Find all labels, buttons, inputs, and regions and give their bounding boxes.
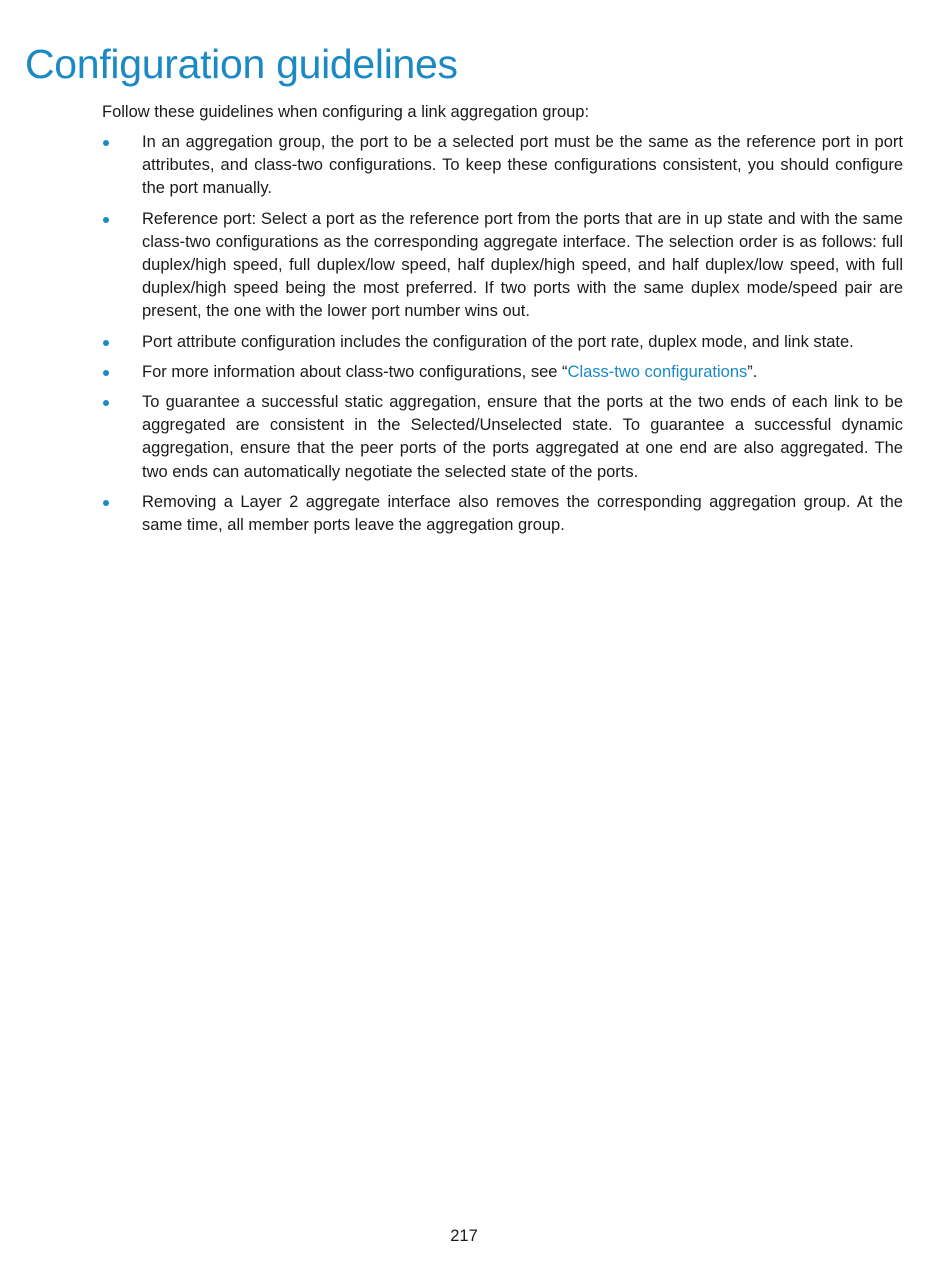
bullet-icon — [103, 500, 109, 506]
guideline-text-before-link: For more information about class-two configurations, see “ — [142, 362, 568, 381]
guideline-item-removing-interface — [102, 491, 903, 537]
guideline-text: In an aggregation group, the port to be a selected port must be the same as the reference port in port attributes, and class-two configurations. To keep these configurations consistent, you should configure the port manually. — [142, 133, 903, 198]
guideline-text: To guarantee a successful static aggregation, ensure that the ports at the two ends of each link to be aggregated are consistent in the Selected/Unselected state. To guarantee a successful dynamic aggregation, ensure that the peer ports of the ports aggregated at one end are also aggregated. The two ends can automatically negotiate the selected state of the ports. — [142, 393, 903, 481]
bullet-icon — [103, 370, 109, 376]
intro-text: Follow these guidelines when configuring a link aggregation group: — [102, 103, 590, 121]
bullet-icon — [103, 217, 109, 223]
guideline-text-after-link: ”. — [747, 362, 758, 381]
page-title: Configuration guidelines — [25, 41, 458, 87]
bullet-icon — [103, 140, 109, 146]
guideline-item-port-attribute — [102, 331, 903, 354]
guideline-text: Removing a Layer 2 aggregate interface also removes the corresponding aggregation group. At the same time, all member ports leave the aggregation group. — [142, 492, 903, 535]
guideline-list — [102, 131, 903, 544]
bullet-icon — [103, 340, 109, 346]
guideline-text: Reference port: Select a port as the reference port from the ports that are in up state and with the same class-two configurations as the corresponding aggregate interface. The selection order is as follows: full duplex/high speed, full duplex/low speed, half duplex/high speed, and half duplex/low speed, with full duplex/high speed being the most preferred. If two ports with the same duplex mode/speed pair are present, the one with the lower port number wins out. — [142, 209, 903, 321]
bullet-icon — [103, 400, 109, 406]
guideline-item-selected-port — [102, 131, 903, 201]
guideline-item-reference-port — [102, 208, 903, 324]
page-number: 217 — [450, 1227, 478, 1245]
guideline-item-class-two-reference — [102, 361, 903, 384]
guideline-text: Port attribute configuration includes the configuration of the port rate, duplex mode, and link state. — [142, 332, 854, 351]
class-two-configurations-link[interactable]: Class-two configurations — [567, 362, 748, 381]
guideline-item-static-dynamic-aggregation — [102, 391, 903, 484]
